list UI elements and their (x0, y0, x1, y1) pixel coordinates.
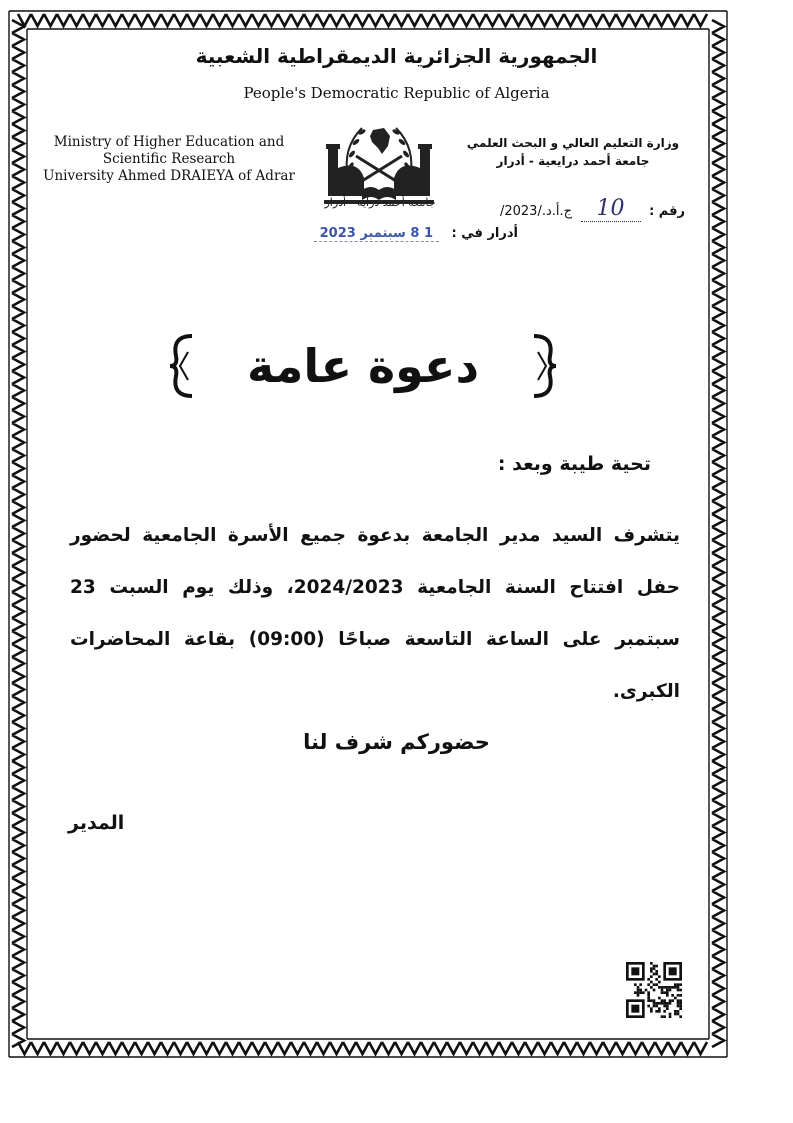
qr-module (653, 973, 656, 976)
qr-module (663, 999, 666, 1002)
qr-module (661, 1002, 664, 1005)
qr-module (677, 1010, 680, 1013)
greeting: تحية طيبة وبعد : (497, 453, 651, 475)
qr-module (669, 989, 672, 992)
qr-module (653, 1002, 656, 1005)
reference-handwritten-number: 10 (581, 196, 641, 222)
qr-module (653, 989, 656, 992)
qr-module (647, 991, 650, 994)
qr-module (634, 983, 637, 986)
qr-module (637, 994, 640, 997)
document-title: دعوة عامة (246, 339, 480, 393)
ornament-right-icon (528, 332, 558, 400)
qr-module (666, 994, 669, 997)
ministry-block-english (40, 134, 298, 185)
qr-module (669, 999, 672, 1002)
ministry-block-arabic (463, 134, 683, 170)
qr-module (677, 999, 680, 1002)
qr-module (658, 1002, 661, 1005)
qr-module (663, 1005, 666, 1008)
qr-module (650, 986, 653, 989)
qr-module (669, 967, 677, 975)
qr-module (679, 1015, 682, 1018)
qr-module (674, 997, 677, 1000)
ornament-left-icon (168, 332, 198, 400)
qr-module (679, 1002, 682, 1005)
qr-code-icon (626, 962, 682, 1018)
qr-module (655, 1002, 658, 1005)
qr-module (653, 1005, 656, 1008)
qr-module (647, 978, 650, 981)
qr-module (666, 989, 669, 992)
qr-module (650, 962, 653, 965)
qr-module (658, 1007, 661, 1010)
qr-module (645, 989, 648, 992)
qr-module (669, 1002, 672, 1005)
qr-module (658, 975, 661, 978)
reference-label: رقم : (649, 204, 685, 219)
qr-module (679, 999, 682, 1002)
qr-module (658, 981, 661, 984)
place-label: أدرار في : (451, 226, 518, 241)
qr-module (679, 989, 682, 992)
qr-module (663, 991, 666, 994)
qr-module (650, 1007, 653, 1010)
qr-module (650, 967, 653, 970)
qr-module (674, 1013, 677, 1016)
title-frame (168, 328, 558, 404)
qr-module (661, 989, 664, 992)
university-name-arabic: جامعة أحمد درايعية - أدرار (496, 154, 650, 168)
qr-module (666, 1005, 669, 1008)
qr-module (634, 991, 637, 994)
qr-module (647, 1005, 650, 1008)
reference-suffix: /ج.أ.د./2023 (499, 204, 573, 219)
date-stamp: 1 8 سبتمبر 2023 (314, 226, 439, 242)
qr-module (679, 983, 682, 986)
qr-module (655, 970, 658, 973)
border-zigzag (18, 14, 707, 26)
qr-module (677, 1002, 680, 1005)
qr-module (637, 991, 640, 994)
qr-module (631, 967, 639, 975)
qr-module (655, 983, 658, 986)
qr-module (647, 994, 650, 997)
qr-module (639, 989, 642, 992)
qr-module (674, 1010, 677, 1013)
qr-module (661, 991, 664, 994)
qr-module (647, 997, 650, 1000)
qr-module (637, 989, 640, 992)
qr-module (653, 965, 656, 968)
qr-module (666, 1002, 669, 1005)
qr-module (671, 999, 674, 1002)
qr-module (661, 999, 664, 1002)
border-zigzag (18, 1042, 707, 1054)
qr-module (655, 1010, 658, 1013)
logo-caption: جامعة أحمد دراية - أدرار (324, 196, 436, 209)
qr-module (655, 965, 658, 968)
qr-module (647, 999, 650, 1002)
qr-module (677, 1013, 680, 1016)
qr-module (655, 973, 658, 976)
qr-module (661, 1015, 664, 1018)
qr-module (661, 986, 664, 989)
qr-module (666, 991, 669, 994)
qr-module (650, 981, 653, 984)
qr-module (639, 983, 642, 986)
border-zigzag (12, 20, 24, 1047)
qr-module (637, 986, 640, 989)
qr-module (679, 1007, 682, 1010)
ministry-line-2: Scientific Research (102, 151, 236, 167)
qr-module (666, 1007, 669, 1010)
qr-module (671, 986, 674, 989)
border-zigzag (712, 20, 724, 1047)
qr-module (647, 983, 650, 986)
signature-title: المدير (68, 812, 125, 834)
qr-module (653, 999, 656, 1002)
reference-number (500, 196, 685, 222)
ministry-line-1: Ministry of Higher Education and (53, 134, 285, 150)
qr-module (663, 1015, 666, 1018)
qr-module (666, 986, 669, 989)
qr-module (655, 1005, 658, 1008)
qr-module (650, 975, 653, 978)
qr-module (658, 1010, 661, 1013)
qr-module (679, 994, 682, 997)
qr-module (669, 1013, 672, 1016)
qr-module (674, 986, 677, 989)
qr-module (650, 970, 653, 973)
invitation-body: يتشرف السيد مدير الجامعة بدعوة جميع الأسرة الجامعية لحضور حفل افتتاح السنة الجامعية 2024/2023، وذلك يوم السبت 23 سبتمبر على الساعة التاسعة صباحًا (09:00) بقاعة المحاضرات الكبرى. (70, 525, 680, 702)
qr-module (663, 986, 666, 989)
university-name-english: University Ahmed DRAIEYA of Adrar (43, 168, 295, 184)
qr-module (663, 1010, 666, 1013)
qr-module (631, 1005, 639, 1013)
closing-line: حضوركم شرف لنا (303, 730, 490, 754)
country-name-english: People's Democratic Republic of Algeria (243, 84, 550, 102)
qr-module (677, 989, 680, 992)
qr-module (677, 983, 680, 986)
qr-module (677, 986, 680, 989)
ministry-name-arabic: وزارة التعليم العالي و البحث العلمي (466, 136, 680, 150)
qr-module (658, 997, 661, 1000)
qr-module (650, 1010, 653, 1013)
qr-module (679, 1005, 682, 1008)
qr-module (639, 991, 642, 994)
qr-module (671, 994, 674, 997)
qr-module (669, 986, 672, 989)
qr-module (669, 1015, 672, 1018)
qr-module (677, 1005, 680, 1008)
place-and-date (258, 226, 518, 242)
qr-module (655, 978, 658, 981)
qr-module (658, 986, 661, 989)
qr-module (653, 967, 656, 970)
qr-module (663, 1002, 666, 1005)
country-name-arabic: الجمهورية الجزائرية الديمقراطية الشعبية (195, 44, 598, 68)
qr-module (642, 991, 645, 994)
qr-module (650, 999, 653, 1002)
qr-module (653, 983, 656, 986)
qr-module (674, 983, 677, 986)
qr-module (677, 994, 680, 997)
